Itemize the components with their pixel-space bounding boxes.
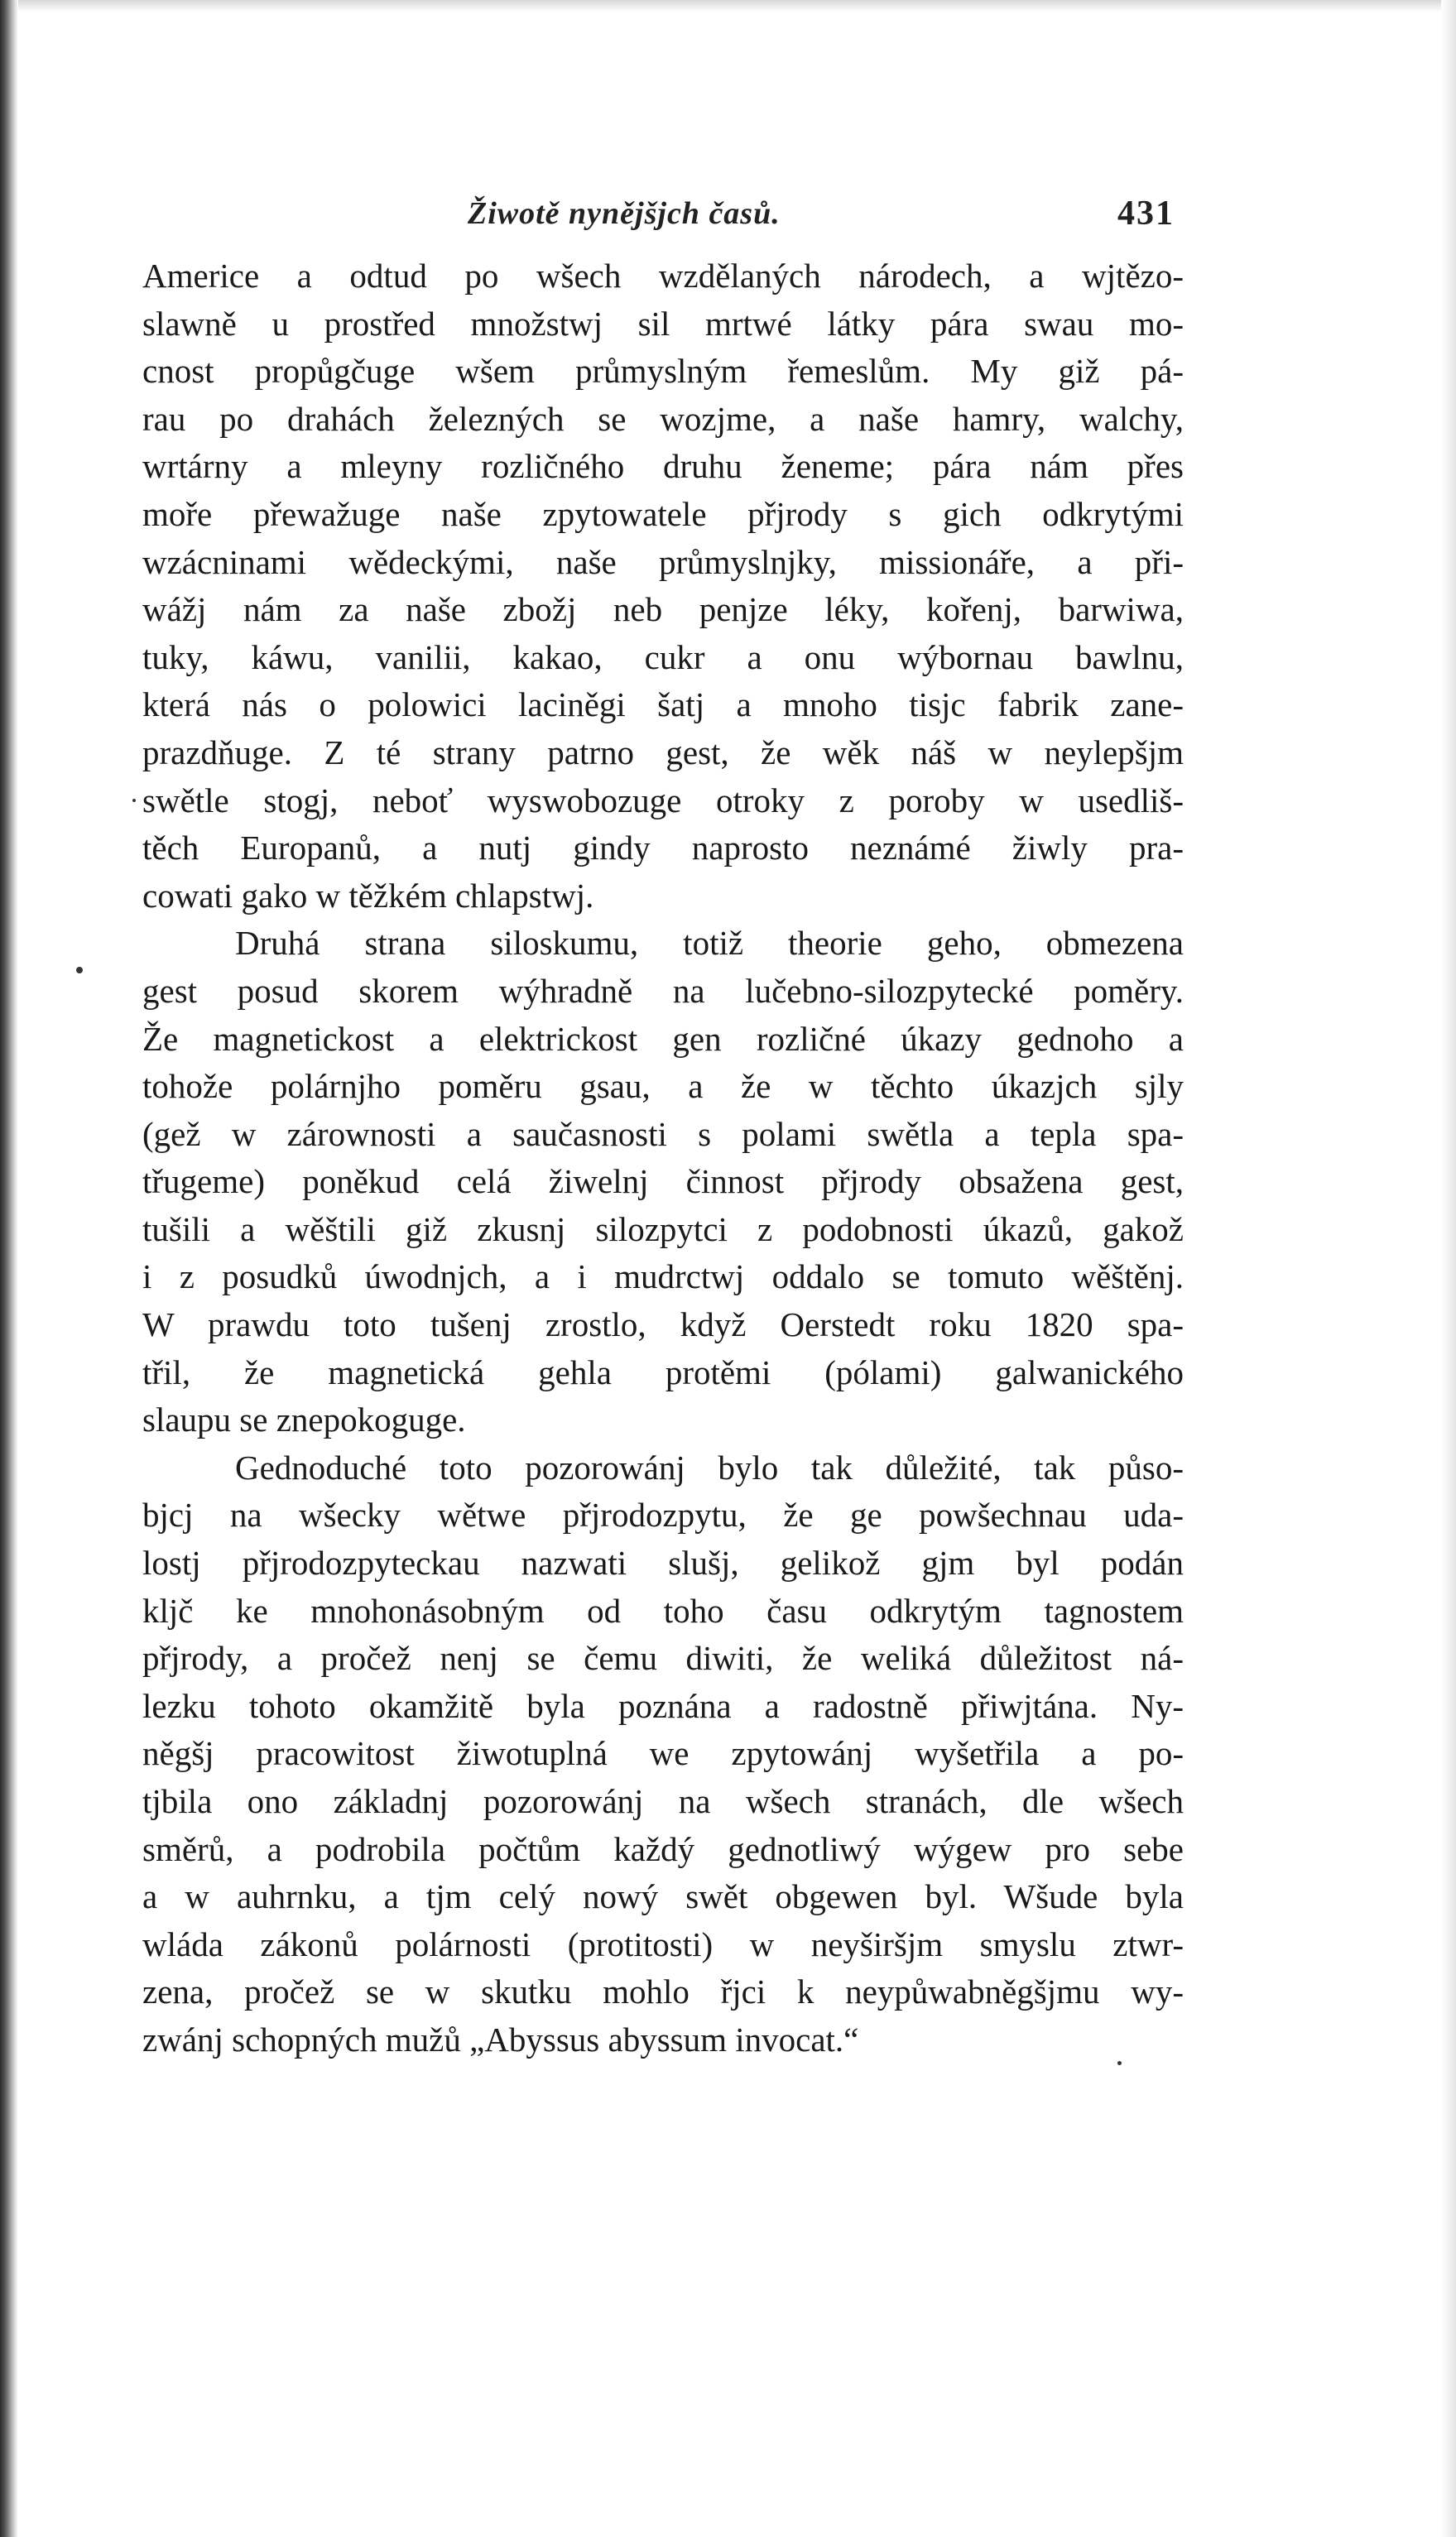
text-line: cowati gako w těžkém chlapstwj. (142, 876, 594, 915)
text-line: swětle stogj, neboť wyswobozuge otroky z poroby w usedliš- (142, 781, 1184, 819)
print-speck (76, 967, 83, 973)
text-line: i z posudků úwodnjch, a i mudrctwj oddalo se tomuto wěštěnj. (142, 1257, 1184, 1296)
text-line: cnost propůgčuge wšem průmyslným řemeslům. My giž pá- (142, 352, 1184, 391)
text-line: tušili a wěštili giž zkusnj silozpytci z podobnosti úkazů, gakož (142, 1209, 1184, 1248)
paragraph-first-line: Gednoduché toto pozorowánj bylo tak důležité, tak půso- (235, 1448, 1184, 1487)
text-line: rau po drahách železných se wozjme, a naše hamry, walchy, (142, 399, 1184, 438)
text-line: bjcj na wšecky wětwe přjrodozpytu, že ge powšechnau uda- (142, 1496, 1184, 1535)
page-top-shadow (18, 0, 1456, 12)
text-line: přjrody, a pročež nenj se čemu diwiti, že weliká důležitost ná- (142, 1639, 1184, 1678)
text-line: wzácninami wědeckými, naše průmyslnjky, missionáře, a při- (142, 542, 1184, 581)
print-speck (132, 799, 136, 802)
page-number: 431 (1117, 195, 1175, 233)
text-line: slaupu se znepokoguge. (142, 1401, 466, 1439)
text-line: slawně u prostřed množstwj sil mrtwé látky pára swau mo- (142, 304, 1184, 343)
text-line: (gež w zárownosti a saučasnosti s polami swětla a tepla spa- (142, 1114, 1184, 1153)
text-line: třugeme) poněkud celá žiwelnj činnost přjrody obsažena gest, (142, 1162, 1184, 1201)
text-line: prazdňuge. Z té strany patrno gest, že wěk náš w neylepšjm (142, 733, 1184, 771)
text-line: směrů, a podrobila počtům každý gednotliwý wýgew pro sebe (142, 1829, 1184, 1868)
text-line: Že magnetickost a elektrickost gen rozličné úkazy gednoho a (142, 1019, 1184, 1058)
text-line: lostj přjrodozpyteckau nazwati slušj, gelikož gjm byl podán (142, 1544, 1184, 1583)
text-line: gest posud skorem wýhradně na lučebno-silozpytecké poměry. (142, 971, 1184, 1010)
text-line: tuky, káwu, vanilii, kakao, cukr a onu wýbornau bawlnu, (142, 637, 1184, 676)
body-text (142, 252, 1184, 2064)
text-line: těch Europanů, a nutj gindy naprosto neznámé žiwly pra- (142, 829, 1184, 867)
text-line: třil, že magnetická gehla protěmi (pólami) galwanického (142, 1353, 1184, 1391)
text-line: wrtárny a mleyny rozličného druhu ženeme; pára nám přes (142, 447, 1184, 486)
text-line: tohože polárnjho poměru gsau, a že w těchto úkazjch sjly (142, 1067, 1184, 1106)
page-right-shadow (1441, 0, 1456, 2537)
text-line: a w auhrnku, a tjm celý nowý swět obgewen byl. Wšude byla (142, 1877, 1184, 1916)
text-line: zena, pročež se w skutku mohlo řjci k neypůwabněgšjmu wy- (142, 1972, 1184, 2011)
paragraph-first-line: Druhá strana siloskumu, totiž theorie geho, obmezena (235, 924, 1184, 963)
text-line: Americe a odtud po wšech wzdělaných národech, a wjtězo- (142, 257, 1184, 295)
text-line: tjbila ono základnj pozorowánj na wšech stranách, dle wšech (142, 1782, 1184, 1820)
text-line: lezku tohoto okamžitě byla poznána a radostně přiwjtána. Ny- (142, 1686, 1184, 1725)
text-line: kljč ke mnohonásobným od toho času odkrytým tagnostem (142, 1591, 1184, 1630)
text-line: W prawdu toto tušenj zrostlo, když Oerstedt roku 1820 spa- (142, 1305, 1184, 1344)
text-line: wláda zákonů polárnosti (protitosti) w neyširšjm smyslu ztwr- (142, 1924, 1184, 1963)
text-line: zwánj schopných mužů „Abyssus abyssum invocat.“ (142, 2020, 859, 2059)
text-line: wážj nám za naše zbožj neb penjze léky, kořenj, barwiwa, (142, 590, 1184, 629)
text-line: něgšj pracowitost žiwotuplná we zpytowánj wyšetřila a po- (142, 1734, 1184, 1773)
text-line: která nás o polowici laciněgi šatj a mnoho tisjc fabrik zane- (142, 685, 1184, 724)
running-title: Žiwotě nynějšjch časů. (468, 196, 781, 231)
print-speck (1117, 2061, 1122, 2065)
text-line: moře přewažuge naše zpytowatele přjrody s gich odkrytými (142, 494, 1184, 533)
book-spine-shadow (0, 0, 18, 2537)
